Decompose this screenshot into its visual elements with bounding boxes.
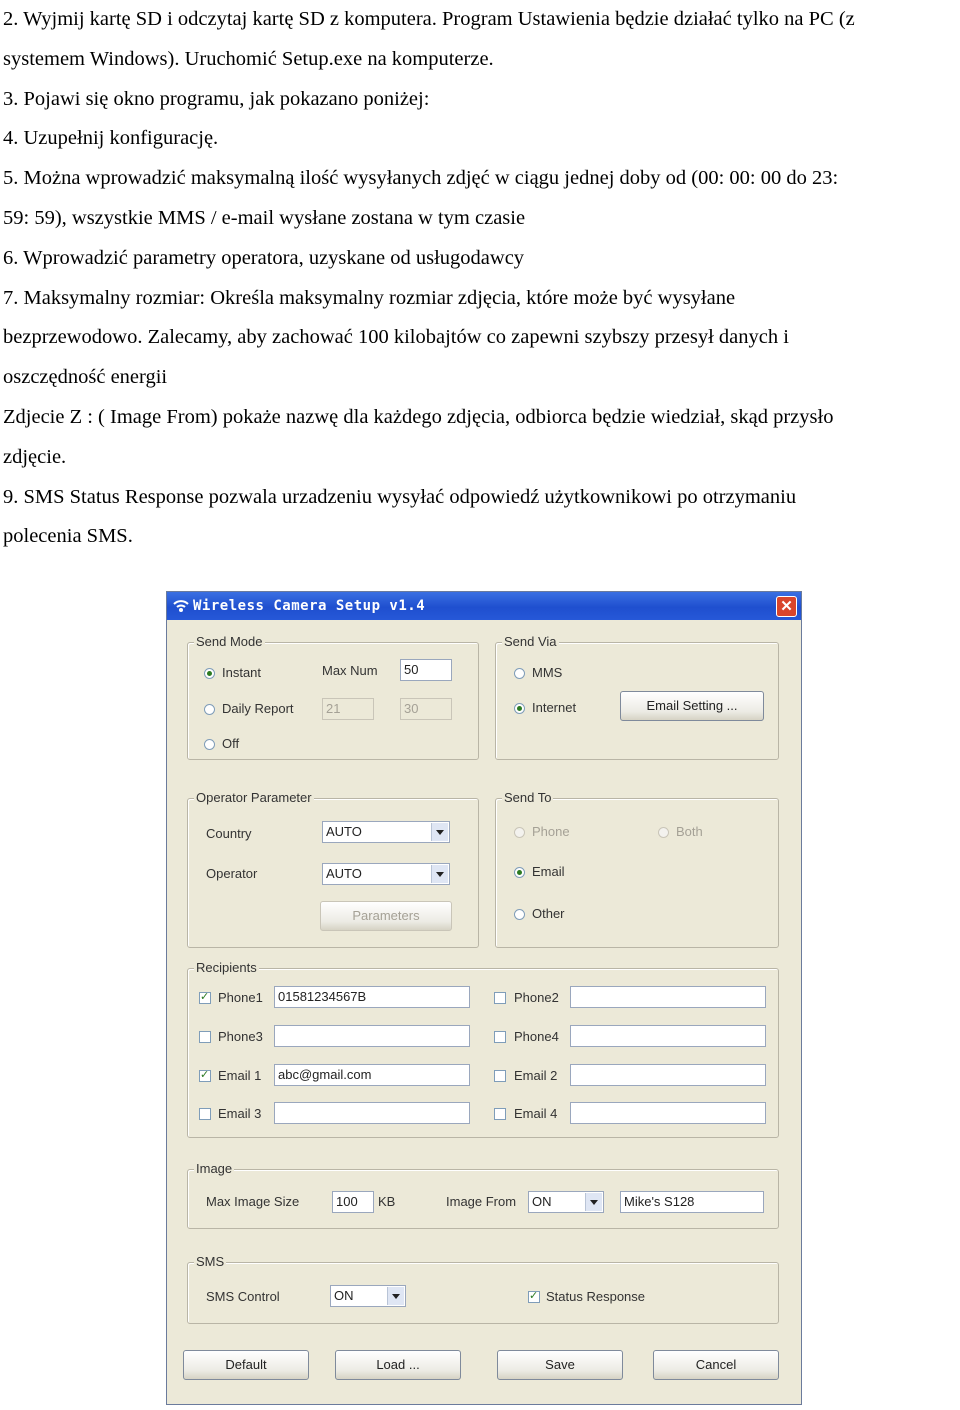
- close-icon: ✕: [780, 598, 793, 615]
- load-button[interactable]: Load ...: [335, 1350, 461, 1380]
- doc-line: zdjęcie.: [3, 445, 67, 468]
- parameters-button[interactable]: Parameters: [320, 901, 452, 931]
- chevron-down-icon[interactable]: [387, 1287, 404, 1305]
- chevron-down-icon[interactable]: [431, 865, 448, 883]
- instant-label: Instant: [222, 665, 262, 680]
- operator-label: Operator: [206, 866, 258, 881]
- instant-radio[interactable]: [204, 668, 215, 679]
- doc-line: 6. Wprowadzić parametry operatora, uzyskane od usługodawcy: [3, 246, 525, 269]
- country-label: Country: [206, 826, 252, 841]
- internet-label: Internet: [532, 700, 577, 715]
- send-via-label: Send Via: [504, 634, 557, 649]
- operator-value: AUTO: [326, 866, 362, 881]
- instruction-text: [3, 0, 953, 557]
- other-label: Other: [532, 906, 565, 921]
- kb-unit-label: KB: [378, 1194, 396, 1209]
- email4-checkbox[interactable]: [494, 1108, 506, 1120]
- max-num-input[interactable]: 50: [400, 659, 452, 681]
- send-via-group: [495, 634, 779, 760]
- doc-line: 4. Uzupełnij konfigurację.: [3, 127, 219, 150]
- image-name-input[interactable]: Mike's S128: [620, 1191, 764, 1213]
- off-label: Off: [222, 736, 240, 751]
- phone2-checkbox[interactable]: [494, 992, 506, 1004]
- phone3-input[interactable]: [274, 1025, 470, 1047]
- sms-control-label: SMS Control: [206, 1289, 280, 1304]
- phone-radio[interactable]: [514, 827, 525, 838]
- email2-checkbox[interactable]: [494, 1070, 506, 1082]
- max-num-label: Max Num: [322, 663, 378, 678]
- mms-label: MMS: [532, 665, 563, 680]
- doc-line: 9. SMS Status Response pozwala urzadzeniu wysyłać odpowiedź użytkownikowi po otrzymaniu: [3, 485, 797, 508]
- other-radio[interactable]: [514, 909, 525, 920]
- recipients-group: [187, 960, 779, 1138]
- doc-line: 2. Wyjmij kartę SD i odczytaj kartę SD z komputera. Program Ustawienia będzie działać tylko na PC (z: [3, 8, 855, 30]
- both-radio[interactable]: [658, 827, 669, 838]
- email4-input[interactable]: [570, 1102, 766, 1124]
- email1-checkbox[interactable]: [199, 1070, 211, 1082]
- sms-control-value: ON: [334, 1288, 354, 1303]
- send-mode-group: [187, 634, 479, 760]
- recipients-label: Recipients: [196, 960, 257, 975]
- image-from-label: Image From: [446, 1194, 517, 1209]
- operator-group: [187, 790, 479, 948]
- status-response-label: Status Response: [546, 1289, 646, 1304]
- save-button[interactable]: Save: [497, 1350, 623, 1380]
- doc-line: systemem Windows). Uruchomić Setup.exe na komputerze.: [3, 47, 494, 70]
- email3-input[interactable]: [274, 1102, 470, 1124]
- phone2-input[interactable]: [570, 986, 766, 1008]
- email2-label: Email 2: [514, 1068, 558, 1083]
- country-select[interactable]: [322, 821, 450, 843]
- mms-radio[interactable]: [514, 668, 525, 679]
- send-mode-label: Send Mode: [196, 634, 263, 649]
- phone4-label: Phone4: [514, 1029, 559, 1044]
- doc-line: 3. Pojawi się okno programu, jak pokazano poniżej:: [3, 87, 430, 110]
- max-image-size-input[interactable]: 100: [332, 1191, 374, 1213]
- email-radio[interactable]: [514, 867, 525, 878]
- country-value: AUTO: [326, 824, 362, 839]
- doc-line: 59: 59), wszystkie MMS / e-mail wysłane zostana w tym czasie: [3, 206, 526, 229]
- email-setting-button[interactable]: Email Setting ...: [620, 691, 764, 721]
- phone3-checkbox[interactable]: [199, 1031, 211, 1043]
- email3-checkbox[interactable]: [199, 1108, 211, 1120]
- image-from-select[interactable]: [528, 1191, 604, 1213]
- window-title: Wireless Camera Setup v1.4: [193, 598, 426, 614]
- email3-label: Email 3: [218, 1106, 262, 1121]
- title-bar[interactable]: [167, 592, 801, 620]
- phone3-label: Phone3: [218, 1029, 263, 1044]
- phone1-label: Phone1: [218, 990, 263, 1005]
- email-label: Email: [532, 864, 565, 879]
- email1-label: Email 1: [218, 1068, 262, 1083]
- image-from-value: ON: [532, 1194, 552, 1209]
- daily-report-label: Daily Report: [222, 701, 294, 716]
- operator-select[interactable]: [322, 863, 450, 885]
- internet-radio[interactable]: [514, 703, 525, 714]
- doc-line: polecenia SMS.: [3, 525, 133, 548]
- sms-group: [187, 1254, 779, 1324]
- send-to-label: Send To: [504, 790, 552, 805]
- email4-label: Email 4: [514, 1106, 558, 1121]
- doc-line: Zdjecie Z : ( Image From) pokaże nazwę dla każdego zdjęcia, odbiorca będzie wiedział, skąd przysło: [3, 405, 834, 428]
- doc-line: bezprzewodowo. Zalecamy, aby zachować 100 kilobajtów co zapewni szybszy przesył danych i: [3, 326, 789, 349]
- phone2-label: Phone2: [514, 990, 559, 1005]
- phone4-checkbox[interactable]: [494, 1031, 506, 1043]
- email2-input[interactable]: [570, 1064, 766, 1086]
- both-label: Both: [676, 824, 703, 839]
- doc-line: oszczędność energii: [3, 366, 168, 389]
- daily-to-input[interactable]: 30: [400, 698, 452, 720]
- chevron-down-icon[interactable]: [585, 1193, 602, 1211]
- close-button[interactable]: [776, 596, 797, 617]
- image-group: [187, 1161, 779, 1229]
- chevron-down-icon[interactable]: [431, 823, 448, 841]
- email1-input[interactable]: abc@gmail.com: [274, 1064, 470, 1086]
- phone1-checkbox[interactable]: [199, 992, 211, 1004]
- phone-label: Phone: [532, 824, 570, 839]
- off-radio[interactable]: [204, 739, 215, 750]
- daily-from-input[interactable]: 21: [322, 698, 374, 720]
- phone4-input[interactable]: [570, 1025, 766, 1047]
- setup-dialog: [166, 591, 802, 1405]
- doc-line: 7. Maksymalny rozmiar: Określa maksymalny rozmiar zdjęcia, które może być wysyłane: [3, 286, 736, 309]
- wifi-icon: [173, 598, 189, 614]
- daily-report-radio[interactable]: [204, 704, 215, 715]
- image-label: Image: [196, 1161, 233, 1176]
- default-button[interactable]: Default: [183, 1350, 309, 1380]
- sms-label: SMS: [196, 1254, 225, 1269]
- cancel-button[interactable]: Cancel: [653, 1350, 779, 1380]
- send-to-group: [495, 790, 779, 948]
- phone1-input[interactable]: 01581234567B: [274, 986, 470, 1008]
- status-response-checkbox[interactable]: [528, 1291, 540, 1303]
- sms-control-select[interactable]: [330, 1285, 406, 1307]
- max-image-size-label: Max Image Size: [206, 1194, 300, 1209]
- doc-line: 5. Można wprowadzić maksymalną ilość wysyłanych zdjęć w ciągu jednej doby od (00: 00: 00 do 23:: [3, 167, 839, 190]
- operator-parameter-label: Operator Parameter: [196, 790, 312, 805]
